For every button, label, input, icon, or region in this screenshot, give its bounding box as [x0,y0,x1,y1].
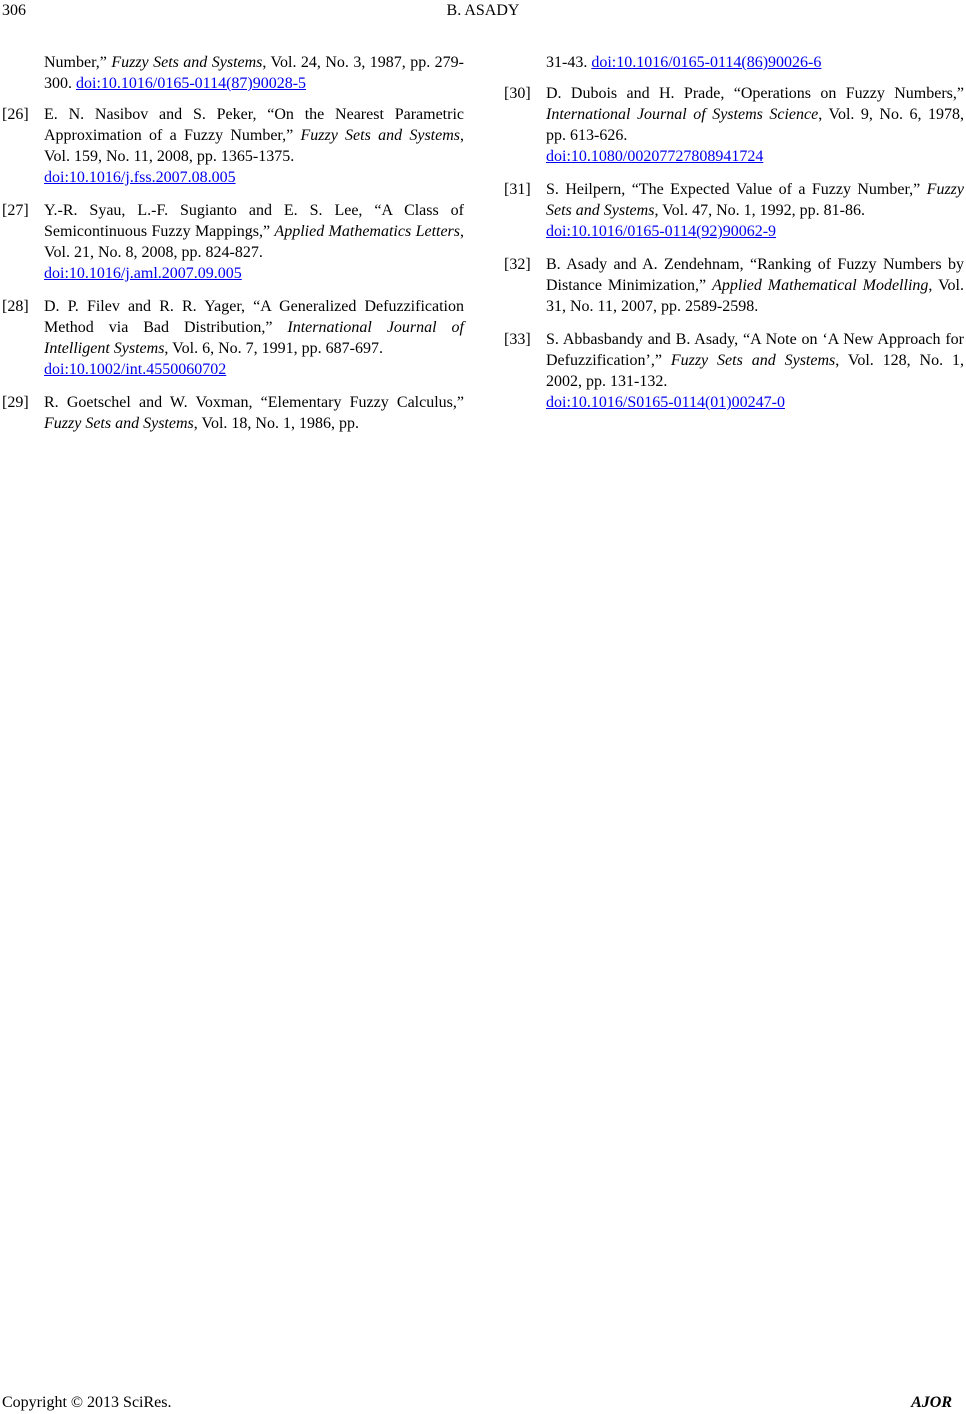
ref-journal: International Journal of Systems Science [546,106,819,123]
ref-number: [30] [504,85,531,102]
ref-journal: Applied Mathematical Modelling [712,277,929,294]
ref-text: , Vol. 47, No. 1, 1992, pp. 81-86. [654,202,865,219]
reference-32 [504,254,964,317]
reference-33 [504,329,964,413]
doi-link[interactable]: doi:10.1016/j.aml.2007.09.005 [44,265,242,282]
doi-link[interactable]: doi:10.1016/S0165-0114(01)00247-0 [546,394,785,411]
ref-number: [26] [2,106,29,123]
page-number: 306 [2,2,26,19]
ref-text: D. Dubois and H. Prade, “Operations on Fuzzy Numbers,” [546,85,964,102]
running-head: B. ASADY [446,2,520,19]
reference-26 [2,104,464,188]
ref-text: , Vol. 21, No. 8, 2008, pp. 824-827. [44,223,465,261]
reference-29 [2,392,464,434]
ref-journal: Applied Mathematics Letters [274,223,461,240]
ref-text: , Vol. 18, No. 1, 1986, pp. [193,415,359,432]
ref-journal: International Journal of Intelligent Systems [44,319,464,357]
ref-number: [27] [2,202,29,219]
ref-text: , Vol. 31, No. 11, 2007, pp. 2589-2598. [546,277,965,315]
page-header [0,0,966,24]
ref-text: Y.-R. Syau, L.-F. Sugianto and E. S. Lee, “A Class of Semicontinuous Fuzzy Mappings,” [44,202,464,240]
ref-number: [32] [504,256,531,273]
ref-journal: Fuzzy Sets and Systems [546,181,964,219]
reference-continuation [2,52,464,94]
ref-text: Number,” [44,54,112,71]
ref-text: , Vol. 6, No. 7, 1991, pp. 687-697. [164,340,383,357]
ref-journal: Fuzzy Sets and Systems [44,415,194,432]
ref-number: [33] [504,331,531,348]
reference-31 [504,179,964,242]
reference-30 [504,83,964,167]
ref-journal: Fuzzy Sets and Systems [111,54,263,71]
reference-27 [2,200,464,284]
ref-number: [31] [504,181,531,198]
ref-text: 31-43. [546,54,592,71]
ref-text: , Vol. 128, No. 1, 2002, pp. 131-132. [546,352,964,390]
ref-text: B. Asady and A. Zendehnam, “Ranking of Fuzzy Numbers by Distance Minimization,” [546,256,964,294]
doi-link[interactable]: doi:10.1016/0165-0114(86)90026-6 [591,54,822,71]
ref-text: E. N. Nasibov and S. Peker, “On the Nearest Parametric Approximation of a Fuzzy Number,” [44,106,464,144]
reference-continuation [504,52,964,73]
journal-abbrev: AJOR [911,1394,952,1411]
ref-text: , Vol. 9, No. 6, 1978, pp. 613-626. [546,106,965,144]
doi-link[interactable]: doi:10.1080/00207727808941724 [546,148,764,165]
doi-link[interactable]: doi:10.1016/0165-0114(87)90028-5 [76,75,307,92]
ref-text: , Vol. 159, No. 11, 2008, pp. 1365-1375. [44,127,464,165]
ref-number: [28] [2,298,29,315]
doi-link[interactable]: doi:10.1002/int.4550060702 [44,361,227,378]
copyright-notice: Copyright © 2013 SciRes. [2,1394,172,1411]
ref-text: S. Abbasbandy and B. Asady, “A Note on ‘A New Approach for Defuzzification’,” [546,331,964,369]
ref-text: D. P. Filev and R. R. Yager, “A Generalized Defuzzification Method via Bad Distribution,” [44,298,464,336]
ref-text: , Vol. 24, No. 3, 1987, pp. 279-300. [44,54,464,92]
ref-text: S. Heilpern, “The Expected Value of a Fuzzy Number,” [546,181,927,198]
doi-link[interactable]: doi:10.1016/0165-0114(92)90062-9 [546,223,777,240]
right-column [504,52,964,425]
ref-text: R. Goetschel and W. Voxman, “Elementary Fuzzy Calculus,” [44,394,464,411]
reference-28 [2,296,464,380]
ref-number: [29] [2,394,29,411]
left-column [2,52,464,446]
ref-journal: Fuzzy Sets and Systems [670,352,836,369]
doi-link[interactable]: doi:10.1016/j.fss.2007.08.005 [44,169,236,186]
page-footer [0,1394,966,1414]
ref-journal: Fuzzy Sets and Systems [300,127,460,144]
